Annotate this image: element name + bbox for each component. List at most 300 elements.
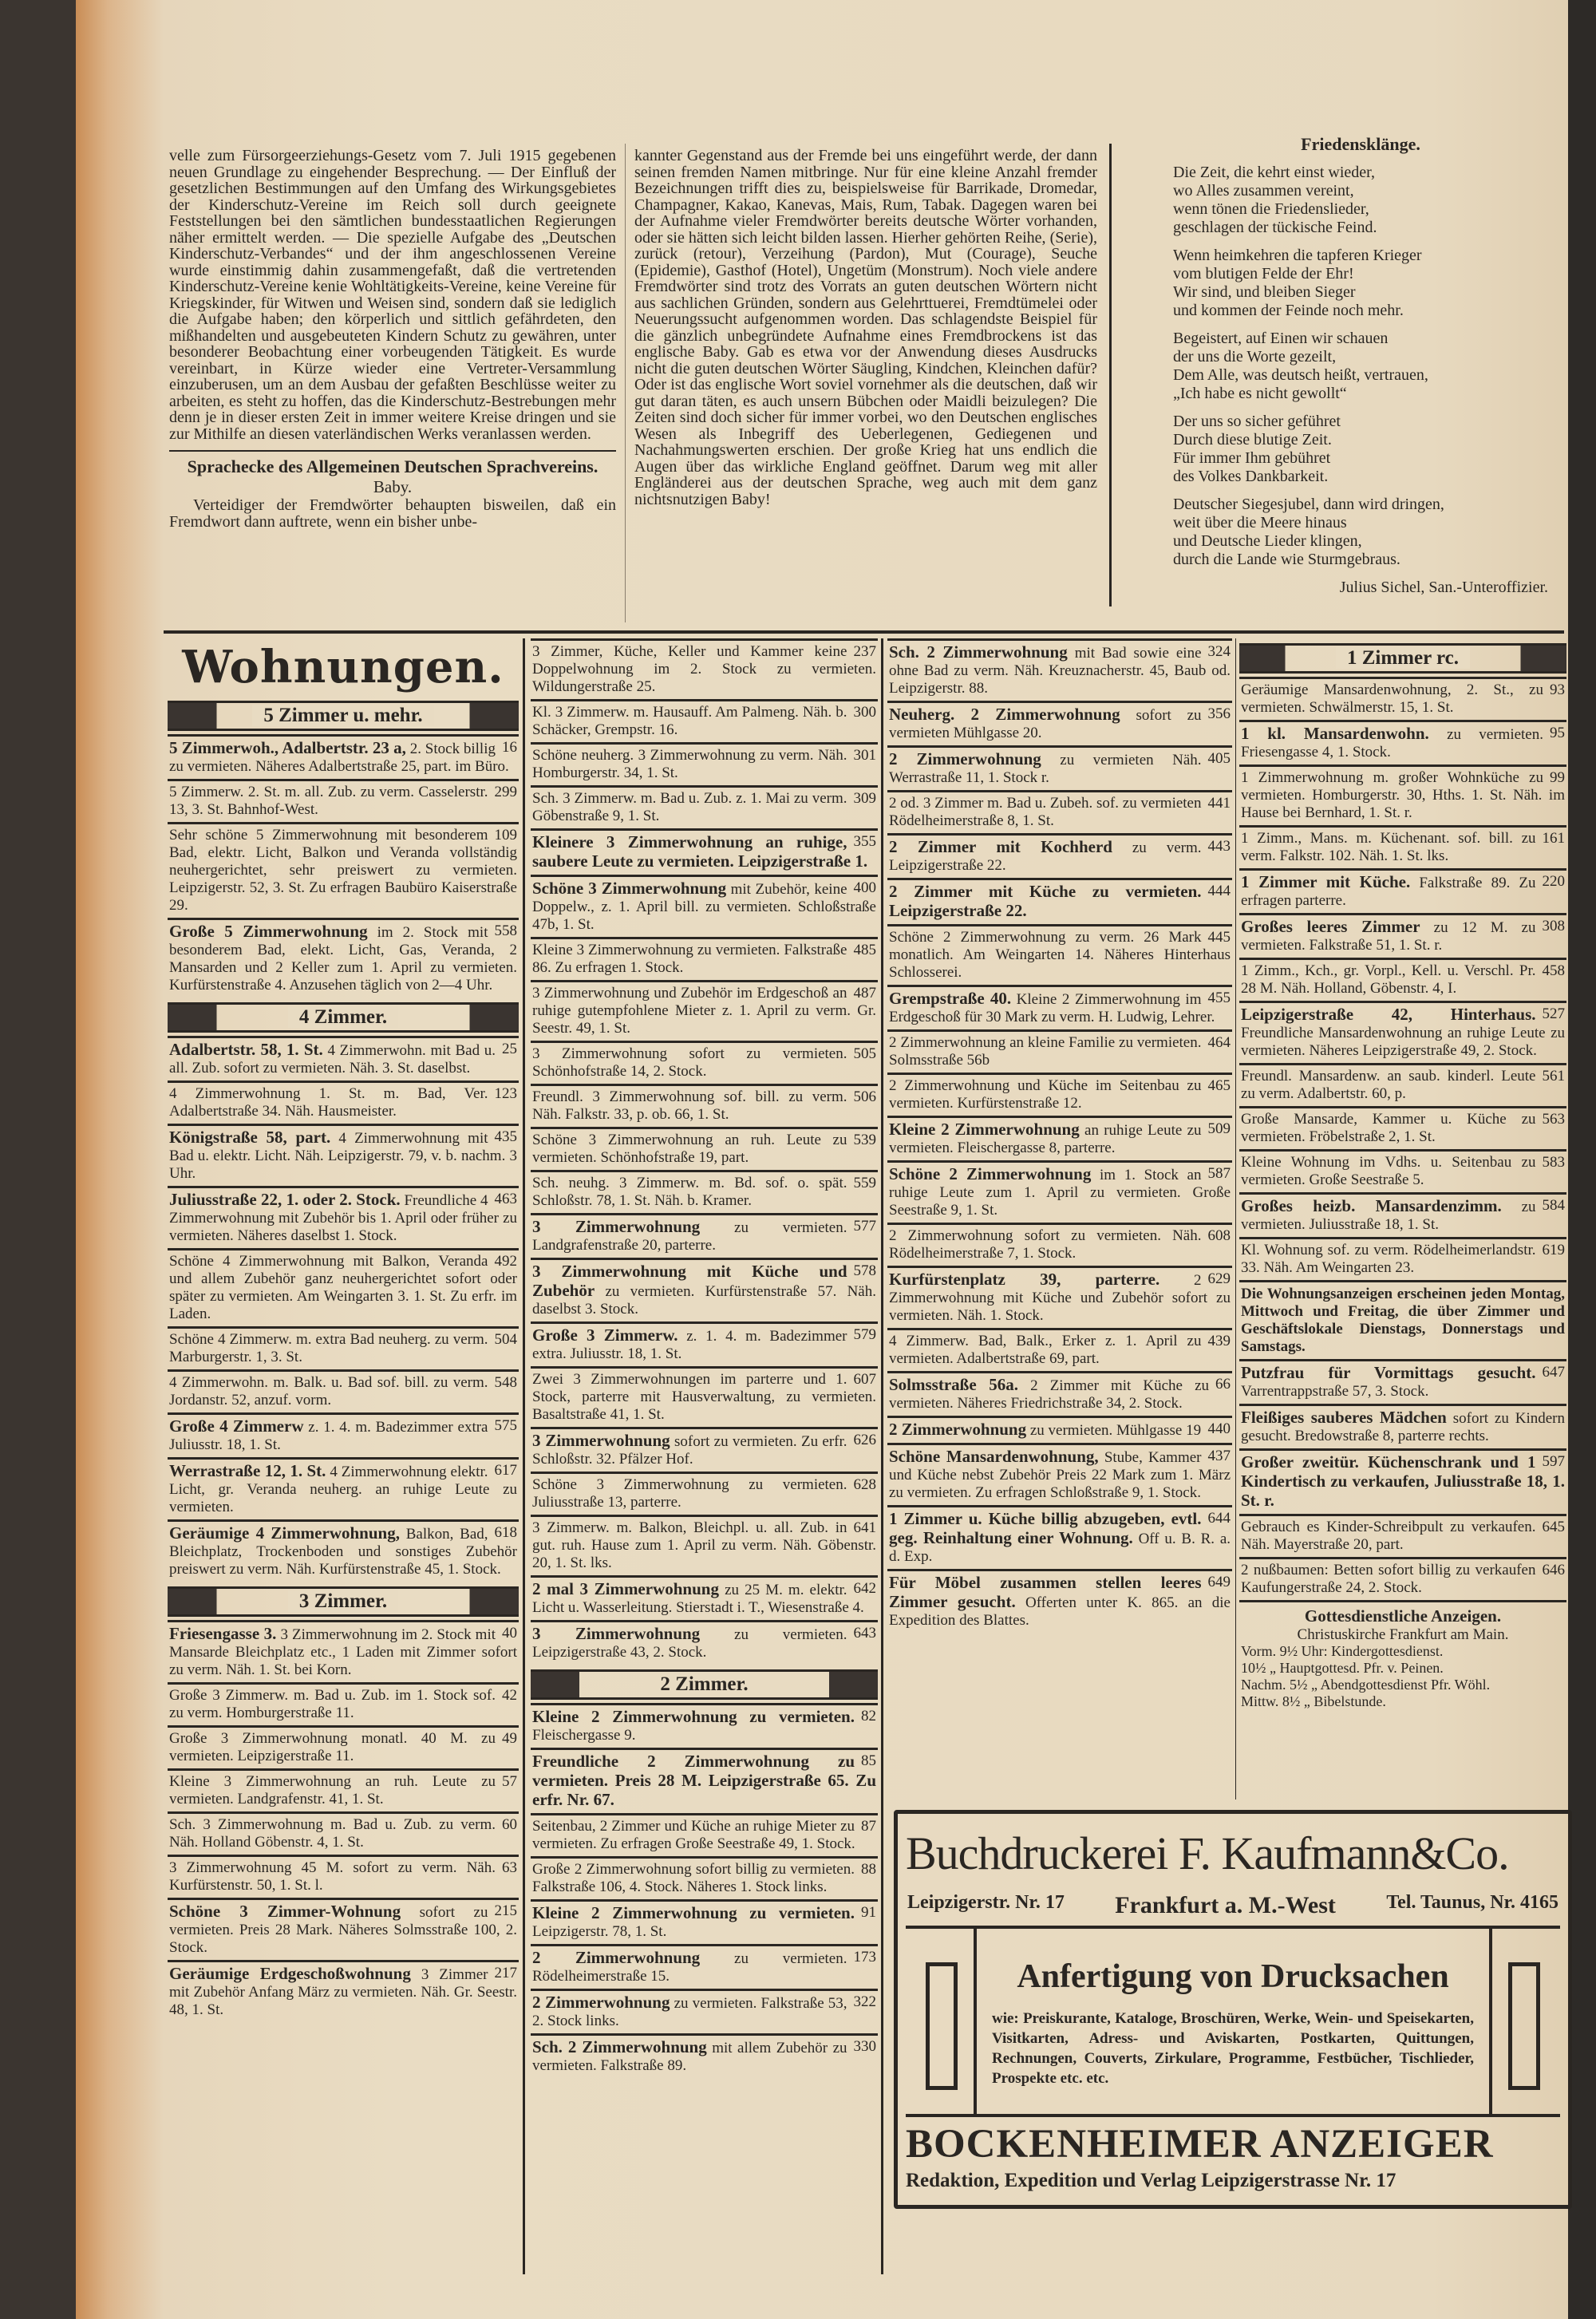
ad-text: 2 Zimmerwohnung mit Küche und Zubehör sofort zu vermieten. Näh. 1. Stock. xyxy=(889,1272,1231,1324)
ad-headline: 1 kl. Mansardenwohn. xyxy=(1241,724,1429,743)
church-line: 10½ „ Hauptgottesd. Pfr. v. Peinen. xyxy=(1241,1660,1444,1676)
classified-ad xyxy=(887,1371,1232,1416)
ad-headline: 1 Zimmer mit Küche. xyxy=(1241,872,1411,891)
classified-ad xyxy=(1239,720,1566,764)
classified-ad xyxy=(168,1412,519,1457)
ad-headline: Schöne 2 Zimmerwohnung xyxy=(889,1164,1092,1183)
ad-number: 509 xyxy=(1207,1120,1231,1137)
poem-line: Wir sind, und bleiben Sieger xyxy=(1173,283,1356,301)
section-header-label: 4 Zimmer. xyxy=(288,1006,398,1028)
church-notices xyxy=(1239,1600,1566,1713)
ad-headline: 2 Zimmerwohnung xyxy=(889,1420,1027,1439)
ad-number: 575 xyxy=(494,1417,517,1434)
classified-ad xyxy=(1239,1149,1566,1192)
ad-headline: Solmsstraße 56a. xyxy=(889,1375,1019,1394)
ad-number: 87 xyxy=(861,1818,876,1835)
ad-text: Große 3 Zimmerwohnung monatl. 40 M. zu vermieten. Leipzigerstraße 11. xyxy=(169,1730,496,1764)
decorative-frame xyxy=(1508,1962,1540,2090)
ad-headline: Grempstraße 40. xyxy=(889,989,1012,1008)
ad-text: Balkon, Bad, Bleichplatz, Trockenboden und sonstiges Zubehör preiswert zu verm. Näh. Kurfürstenstraße 45, 1. Stock. xyxy=(169,1526,517,1578)
ad-text: 1 Zimmerwohnung m. großer Wohnküche zu vermieten. Homburgerstr. 30, Hths. 1. St. Näh. im Hause bei Bernhard, 1. St. r. xyxy=(1241,769,1565,821)
poem-author: Julius Sichel, San.-Unteroffizier. xyxy=(1339,579,1548,596)
ad-text: Kleine Wohnung im Vdhs. u. Seitenbau zu vermieten. Große Seestraße 5. xyxy=(1241,1154,1536,1188)
classified-ad xyxy=(531,1813,878,1856)
article-column-1 xyxy=(169,148,616,530)
poem-line: des Volkes Dankbarkeit. xyxy=(1173,468,1329,485)
ad-number: 173 xyxy=(853,1949,876,1965)
classified-ad xyxy=(168,1248,519,1326)
ad-number: 57 xyxy=(502,1773,517,1790)
ad-headline: Kurfürstenplatz 39, parterre. xyxy=(889,1270,1160,1289)
classified-ad xyxy=(531,638,878,699)
ad-text: 3 Zimmerwohnung und Zubehör im Erdgeschoß an ruhige gutempfohlene Mieter z. 1. April zu verm. Gr. Seestr. 49, 1. St. xyxy=(532,985,876,1037)
classified-ad xyxy=(531,1515,878,1575)
ad-text: 1 Zimm., Kch., gr. Vorpl., Kell. u. Verschl. Pr. 28 M. Näh. Holland, Göbenstr. 4, I. xyxy=(1241,962,1536,997)
classified-ad xyxy=(531,1944,878,1989)
ad-text: Sch. neuhg. 3 Zimmerw. m. Bd. sof. o. spät. Schloßstr. 78, 1. St. Näh. b. Kramer. xyxy=(532,1175,847,1209)
ad-number: 93 xyxy=(1550,681,1565,698)
classified-ad xyxy=(531,1427,878,1472)
classified-ad xyxy=(168,1960,519,2022)
classified-ad xyxy=(531,2033,878,2078)
poem-stanza xyxy=(1173,247,1548,320)
classified-ad xyxy=(168,1725,519,1768)
ad-number: 577 xyxy=(853,1218,876,1235)
ad-headline: Sch. 2 Zimmerwohnung xyxy=(532,2037,707,2056)
ad-number: 558 xyxy=(494,922,517,939)
ad-text: zu vermieten. Rödelheimerstraße 15. xyxy=(532,1950,847,1985)
classified-ad xyxy=(531,1472,878,1515)
ad-text: zu vermieten. Mühlgasse 19 xyxy=(1029,1422,1202,1439)
ad-text: sofort zu Kindern gesucht. Bredowstraße 8, parterre rechts. xyxy=(1241,1410,1565,1444)
ad-number: 308 xyxy=(1542,918,1565,934)
classified-ad xyxy=(168,1080,519,1124)
classified-ad xyxy=(1239,913,1566,958)
classified-ad xyxy=(531,980,878,1041)
church-line: Mittw. 8½ „ Bibelstunde. xyxy=(1241,1693,1386,1709)
classified-ad xyxy=(1239,1514,1566,1557)
sprachecke-title: Sprachecke des Allgemeinen Deutschen Sprachvereins. xyxy=(187,456,598,476)
poem-line: wo Alles zusammen vereint, xyxy=(1173,182,1354,200)
newspaper-name: BOCKENHEIMER ANZEIGER xyxy=(906,2122,1494,2167)
poem-stanza xyxy=(1173,413,1548,486)
classified-ad xyxy=(1239,1404,1566,1448)
ad-text: 2 Zimmerwohnung und Küche im Seitenbau zu vermieten. Kurfürstenstraße 12. xyxy=(889,1077,1202,1112)
ad-headline: Neuherg. 2 Zimmerwohnung xyxy=(889,705,1120,724)
church-title: Gottesdienstliche Anzeigen. xyxy=(1304,1606,1502,1626)
ad-number: 642 xyxy=(853,1580,876,1597)
article-text-2: kannter Gegenstand aus der Fremde bei uns eingeführt werde, der dann seinen fremden Namen mitbringe. Nur für eine kleine Anzahl fremder Bezeichnungen trifft dies zu, beispielsweise für Barrikade, Dromedar, Champagner, Kakao, Kanevas, Mais, Rum, Tabak. Dagegen waren bei der Aufnahme vieler Fremdwörter bereits deutsche Wörter vorhanden, oder sie hätten sich leicht bilden lassen. Hierher gehörten Reihe, (Serie), zurück (retour), Verzeihung (Pardon), Mut (Courage), Seuche (Epidemie), Gasthof (Hotel), Ungetüm (Monstrum). Noch viele andere Fremdwörter sind trotz des Vorrats an guten deutschen Wörtern nicht aus sachlichen Gründen, sondern aus Gelehrttuerei, Fremdtümelei oder Neuerungssucht aufgenommen worden. Das schlagendste Beispiel für die gänzlich unbegründete Aufnahme eines Fremdbrockens ist das englische Baby. Gab es etwa vor der Anwendung dieses Ausdrucks nicht die guten deutschen Wörter Säugling, Kindchen, Kleinchen dafür? Oder ist das englische Wort soviel vornehmer als die deutschen, daß wir gut daran täten, es auch unsern Bübchen oder Maidli beizulegen? Die Zeiten sind doch sicher für immer vorbei, wo den Deutschen englisches Wesen als Inbegriff des Ueberlegenen, Gediegenen und Nachahmungswerten erschien. Der große Krieg hat uns endlich die Augen über das wirkliche England geöffnet. Darum weg mit aller Engländerei aus der deutschen Sprache, weg auch mit dem ganz nichtsnutzigen Baby! xyxy=(634,147,1097,508)
ad-headline: 2 Zimmer mit Küche zu vermieten. Leipzigerstraße 22. xyxy=(889,882,1202,920)
ad-text: zu vermieten. Juliusstraße 18, 1. St. xyxy=(1241,1199,1536,1233)
ad-number: 539 xyxy=(853,1132,876,1148)
ad-number: 563 xyxy=(1542,1111,1565,1128)
poem-line: „Ich habe es nicht gewollt“ xyxy=(1173,385,1347,402)
ad-headline: Große 3 Zimmerw. xyxy=(532,1325,678,1345)
ad-number: 85 xyxy=(861,1752,876,1769)
ad-headline: 3 Zimmerwohnung mit Küche und Zubehör xyxy=(532,1262,847,1300)
ad-headline: Sch. 2 Zimmerwohnung xyxy=(889,642,1068,662)
ad-number: 527 xyxy=(1542,1005,1565,1022)
section-header-label: 5 Zimmer u. mehr. xyxy=(252,705,433,726)
ad-number: 617 xyxy=(494,1462,517,1479)
ad-number: 641 xyxy=(853,1519,876,1536)
ad-text: zu verm. Leipzigerstraße 22. xyxy=(889,840,1202,874)
column-divider xyxy=(523,638,525,2274)
ad-text: sofort zu vermieten. Zu erfr. Schloßstr. 32. Pfälzer Hof. xyxy=(532,1433,847,1468)
classified-ad xyxy=(887,701,1232,745)
ad-headline: Große 4 Zimmerw xyxy=(169,1416,304,1436)
ad-text: Schöne 2 Zimmerwohnung zu verm. 26 Mark monatlich. Am Weingarten 14. Näheres Hinterhaus Schlosserei. xyxy=(889,929,1231,981)
ad-text: Sch. 3 Zimmerw. m. Bad u. Zub. z. 1. Mai zu verm. Göbenstraße 9, 1. St. xyxy=(532,790,847,824)
classified-ad xyxy=(1239,1063,1566,1106)
ad-number: 330 xyxy=(853,2038,876,2055)
classified-ad xyxy=(168,1855,519,1898)
classified-ad xyxy=(168,1124,519,1186)
ad-number: 88 xyxy=(861,1861,876,1878)
ad-number: 646 xyxy=(1542,1562,1565,1578)
classified-ad xyxy=(1239,677,1566,720)
classified-ad xyxy=(887,1160,1232,1223)
ad-headline: Friesengasse 3. xyxy=(169,1624,277,1643)
poem-line: geschlagen der tückische Feind. xyxy=(1173,219,1377,236)
classified-ad xyxy=(1239,764,1566,825)
ad-text: Große 3 Zimmerw. m. Bad u. Zub. im 1. Stock sof. zu verm. Homburgerstraße 11. xyxy=(169,1687,496,1721)
classified-ad xyxy=(887,745,1232,790)
ad-number: 439 xyxy=(1207,1333,1231,1349)
classified-ad xyxy=(531,1899,878,1944)
ad-text: 3 Zimmer, Küche, Keller und Kammer keine Doppelwohnung im 2. Stock zu vermieten. Wildungerstraße 25. xyxy=(532,643,876,695)
classified-ad xyxy=(168,1369,519,1412)
poem-line: Durch diese blutige Zeit. xyxy=(1173,431,1332,448)
ad-number: 444 xyxy=(1207,883,1231,899)
poem-line: und Deutsche Lieder klingen, xyxy=(1173,532,1362,550)
church-subtitle: Christuskirche Frankfurt am Main. xyxy=(1297,1626,1509,1643)
ad-headline: 2 Zimmerwohnung xyxy=(889,749,1041,768)
ad-text: Kl. 3 Zimmerw. m. Hausauff. Am Palmeng. Näh. b. Schäcker, Grempstr. 16. xyxy=(532,704,847,738)
ad-text: Freundl. 3 Zimmerwohnung sof. bill. zu verm. Näh. Falkstr. 33, p. ob. 66, 1. St. xyxy=(532,1088,847,1123)
ad-number: 618 xyxy=(494,1524,517,1541)
ad-text: Kl. Wohnung sof. zu verm. Rödelheimerlandstr. 33. Näh. Am Weingarten 23. xyxy=(1241,1242,1536,1276)
classified-ad xyxy=(1239,1359,1566,1404)
ad-headline: 2 mal 3 Zimmerwohnung xyxy=(532,1579,719,1598)
section-header xyxy=(531,1669,878,1700)
ad-number: 161 xyxy=(1542,830,1565,847)
ad-text: Kleine 2 Zimmerwohnung im Erdgeschoß für 30 Mark zu verm. H. Ludwig, Lehrer. xyxy=(889,991,1215,1025)
classified-ad xyxy=(168,1768,519,1811)
ad-number: 63 xyxy=(502,1859,517,1876)
classified-ad xyxy=(168,1682,519,1725)
divider xyxy=(1489,1929,1492,2114)
ad-number: 215 xyxy=(494,1902,517,1919)
classified-ad xyxy=(1239,825,1566,868)
ad-number: 40 xyxy=(502,1625,517,1641)
ad-text: Geräumige Mansardenwohnung, 2. St., zu vermieten. Schwälmerstr. 15, 1. St. xyxy=(1241,681,1543,716)
printer-city: Frankfurt a. M.-West xyxy=(1115,1892,1336,1918)
divider xyxy=(974,1929,977,2114)
ad-text: zu vermieten Näh. Werrastraße 11, 1. Stock r. xyxy=(889,752,1202,786)
ad-number: 505 xyxy=(853,1045,876,1062)
ad-text: 4 Zimmerwohn. mit Bad u. all. Zub. sofort zu vermieten. Näh. 3. St. daselbst. xyxy=(169,1042,496,1077)
section-header-label: 3 Zimmer. xyxy=(288,1590,398,1612)
ad-headline: Werrastraße 12, 1. St. xyxy=(169,1461,326,1480)
printer-address: Leipzigerstr. Nr. 17 xyxy=(907,1892,1065,1913)
classified-ad xyxy=(531,1703,878,1748)
ad-number: 583 xyxy=(1542,1154,1565,1171)
ad-number: 607 xyxy=(853,1371,876,1388)
classified-ad xyxy=(168,1036,519,1080)
church-line: Vorm. 9½ Uhr: Kindergottesdienst. xyxy=(1241,1643,1444,1659)
poem-line: Dem Alle, was deutsch heißt, vertrauen, xyxy=(1173,366,1428,384)
ad-text: 3 Zimmerwohnung im 2. Stock mit Mansarde Bleichplatz etc., 1 Laden mit Zimmer sofort zu verm. Näh. 1. St. bei Korn. xyxy=(169,1626,517,1678)
poem-stanza xyxy=(1173,330,1548,403)
ad-text: Schöne 4 Zimmerwohnung mit Balkon, Veranda und allem Zubehör ganz neuhergerichtet sofort oder später zu vermieten. Am Weingarten 3. 1. St. Zu erfr. im Laden. xyxy=(169,1253,517,1322)
ad-headline: 3 Zimmerwohnung xyxy=(532,1624,701,1643)
ad-text: 1 Zimm., Mans. m. Küchenant. sof. bill. zu verm. Falkstr. 102. Näh. 1. St. lks. xyxy=(1241,830,1536,864)
classified-ad xyxy=(1239,1192,1566,1237)
ad-number: 626 xyxy=(853,1432,876,1448)
ad-headline: Leipzigerstraße 42, Hinterhaus. xyxy=(1241,1005,1536,1024)
ad-text: im 2. Stock mit besonderem Bad, elekt. Licht, Gas, Veranda, 2 Mansarden und 2 Keller zum 1. April zu vermieten. Kurfürstenstraße 4. Anzusehen täglich von 2—4 Uhr. xyxy=(169,924,517,994)
ad-number: 506 xyxy=(853,1088,876,1105)
ad-text: Leipzigerstr. 78, 1. St. xyxy=(532,1923,667,1940)
ad-number: 49 xyxy=(502,1730,517,1747)
ad-text: Kleine 3 Zimmerwohnung zu vermieten. Falkstraße 86. Zu erfragen 1. Stock. xyxy=(532,942,847,976)
section-header xyxy=(1239,643,1566,674)
ad-headline: Fleißiges sauberes Mädchen xyxy=(1241,1408,1447,1427)
section-header xyxy=(168,1002,519,1033)
ad-number: 301 xyxy=(853,747,876,764)
ad-number: 82 xyxy=(861,1708,876,1724)
ad-text: Freundliche 4 Zimmerwohnung mit Zubehör bis 1. April oder früher zu vermieten. Näheres daselbst 1. Stock. xyxy=(169,1192,517,1244)
column-divider xyxy=(1109,144,1112,606)
ad-number: 405 xyxy=(1207,750,1231,767)
ad-text: Sch. 3 Zimmerwohnung m. Bad u. Zub. zu verm. Näh. Holland Göbenstr. 4, 1. St. xyxy=(169,1816,496,1851)
column-divider xyxy=(1235,638,1236,1799)
classified-ad xyxy=(168,1898,519,1960)
classified-ad xyxy=(168,1519,519,1582)
ad-number: 579 xyxy=(853,1326,876,1343)
ad-headline: Schöne 3 Zimmerwohnung xyxy=(532,879,727,898)
ad-number: 608 xyxy=(1207,1227,1231,1244)
ad-number: 237 xyxy=(853,643,876,660)
ad-headline: 2 Zimmerwohnung xyxy=(532,1948,701,1967)
ad-number: 437 xyxy=(1207,1448,1231,1464)
classifieds-title: Wohnungen. xyxy=(182,641,504,693)
classified-ad xyxy=(887,1569,1232,1633)
ad-text: zu vermieten. Falkstraße 53, 2. Stock links. xyxy=(532,1995,847,2029)
classified-ad xyxy=(887,985,1232,1029)
ad-text: 5 Zimmerw. 2. St. m. all. Zub. zu verm. Casselerstr. 13, 3. St. Bahnhof-West. xyxy=(169,784,488,818)
ad-text: sofort zu vermieten Mühlgasse 20. xyxy=(889,707,1202,741)
classified-ad xyxy=(1239,1001,1566,1063)
ad-headline: Kleine 2 Zimmerwohnung zu vermieten. xyxy=(532,1903,855,1922)
section-header-label: 1 Zimmer rc. xyxy=(1336,647,1470,669)
ad-number: 559 xyxy=(853,1175,876,1191)
ad-number: 629 xyxy=(1207,1270,1231,1287)
classified-ad xyxy=(887,878,1232,924)
ad-headline: 3 Zimmerwohnung xyxy=(532,1431,670,1450)
printer-contact xyxy=(907,1892,1558,1919)
ad-number: 647 xyxy=(1542,1364,1565,1381)
ad-text: 2 Zimmerwohnung sofort zu vermieten. Näh. Rödelheimerstraße 7, 1. Stock. xyxy=(889,1227,1202,1262)
ad-number: 324 xyxy=(1207,643,1231,660)
ad-text: Varrentrappstraße 57, 3. Stock. xyxy=(1241,1383,1429,1400)
poem-stanzas xyxy=(1173,164,1548,569)
ad-number: 464 xyxy=(1207,1034,1231,1051)
ad-number: 584 xyxy=(1542,1197,1565,1214)
ad-headline: Kleinere 3 Zimmerwohnung an ruhige, saubere Leute zu vermieten. Leipzigerstraße 1. xyxy=(532,832,868,871)
ad-number: 458 xyxy=(1542,962,1565,979)
ad-number: 504 xyxy=(494,1331,517,1348)
classified-ad xyxy=(531,875,878,937)
ad-headline: Adalbertstr. 58, 1. St. xyxy=(169,1040,323,1059)
church-line: Nachm. 5½ „ Abendgottesdienst Pfr. Wöhl. xyxy=(1241,1677,1491,1693)
classified-ad xyxy=(887,1073,1232,1116)
classified-ad xyxy=(168,779,519,822)
classified-ad xyxy=(1239,1106,1566,1149)
section-rule xyxy=(164,630,1564,634)
ad-text: zu vermieten. Leipzigerstraße 43, 2. Stock. xyxy=(532,1626,847,1661)
classified-ad xyxy=(887,833,1232,878)
classified-ad xyxy=(531,1258,878,1321)
ad-number: 465 xyxy=(1207,1077,1231,1094)
ad-headline: Großer zweitür. Küchenschrank und 1 Kindertisch zu verkaufen, Juliusstraße 18, 1. St. r. xyxy=(1241,1452,1565,1510)
ad-text: 4 Zimmerwohnung mit Bad u. elektr. Licht. Näh. Leipzigerstr. 79, v. b. nachm. 3 Uhr. xyxy=(169,1130,517,1182)
ad-headline: Juliusstraße 22, 1. oder 2. Stock. xyxy=(169,1190,401,1209)
classified-ad xyxy=(1239,1237,1566,1280)
ad-number: 355 xyxy=(853,833,876,850)
classified-ad xyxy=(887,1266,1232,1328)
ad-text: zu vermieten. Friesengasse 4, 1. Stock. xyxy=(1241,726,1543,760)
ad-text: Stube, Kammer und Küche nebst Zubehör Preis 22 Mark zum 1. März zu vermieten. Zu erfragen Schloßstraße 9, 1. Stock. xyxy=(889,1449,1231,1501)
classified-ad xyxy=(531,699,878,742)
ad-text: Fleischergasse 9. xyxy=(532,1727,636,1744)
ad-number: 99 xyxy=(1550,769,1565,786)
ad-number: 42 xyxy=(502,1687,517,1704)
classified-ad xyxy=(531,1856,878,1899)
poem-line: Der uns so sicher geführet xyxy=(1173,413,1341,430)
poem-line: vom blutigen Felde der Ehr! xyxy=(1173,265,1354,282)
classified-ad xyxy=(168,1186,519,1248)
ad-headline: Großes leeres Zimmer xyxy=(1241,917,1420,936)
article-column-2 xyxy=(634,148,1097,508)
ads-column-4 xyxy=(1239,638,1566,1713)
ad-text: zu 25 M. m. elektr. Licht u. Wasserleitung. Stierstadt i. T., Wiesenstraße 4. xyxy=(532,1582,864,1616)
section-header xyxy=(168,1586,519,1617)
classified-ad xyxy=(531,1170,878,1213)
ad-text: mit Zubehör, keine Doppelw., z. 1. April bill. zu vermieten. Schloßstraße 47b, 1. St. xyxy=(532,881,876,933)
classified-ad xyxy=(1239,1557,1566,1600)
ad-headline: Schöne 3 Zimmer-Wohnung xyxy=(169,1902,401,1921)
classified-ad xyxy=(531,785,878,828)
poem-line: weit über die Meere hinaus xyxy=(1173,514,1347,531)
ad-text: Schöne 3 Zimmerwohnung an ruh. Leute zu vermieten. Schönhofstraße 19, part. xyxy=(532,1132,847,1166)
ad-text: zu 12 M. zu vermieten. Falkstraße 51, 1. St. r. xyxy=(1241,919,1536,954)
ad-text: Kleine 3 Zimmerwohnung an ruh. Leute zu vermieten. Landgrafenstr. 41, 1. St. xyxy=(169,1773,496,1807)
ad-text: 4 Zimmerw. Bad, Balk., Erker z. 1. April zu vermieten. Adalbertstraße 69, part. xyxy=(889,1333,1202,1367)
classified-ad xyxy=(887,638,1232,701)
printer-phone: Tel. Taunus, Nr. 4165 xyxy=(1386,1892,1558,1913)
ad-number: 445 xyxy=(1207,929,1231,946)
poem-line: durch die Lande wie Sturmgebraus. xyxy=(1173,551,1400,568)
ad-number: 322 xyxy=(853,1993,876,2010)
poem-line: Die Zeit, die kehrt einst wieder, xyxy=(1173,164,1375,181)
ad-text: 3 Zimmerw. m. Balkon, Bleichpl. u. all. Zub. in gut. ruh. Hause zum 1. April zu verm. Näh. Göbenstr. 20, 1. St. lks. xyxy=(532,1519,876,1571)
ad-text: mit Bad sowie eine ohne Bad zu verm. Näh. Kreuznacherstr. 45, Baub od. Leipzigerstr. 88. xyxy=(889,645,1231,697)
ad-number: 25 xyxy=(502,1041,517,1057)
ad-headline: Große 5 Zimmerwohnung xyxy=(169,922,368,941)
ad-text: Freundliche Mansardenwohnung an ruhige Leute zu vermieten. Näheres Leipzigerstraße 49, 2. Stock. xyxy=(1241,1025,1565,1059)
ad-text: 2 od. 3 Zimmer m. Bad u. Zubeh. sof. zu vermieten Rödelheimerstraße 8, 1. St. xyxy=(889,795,1202,829)
ad-number: 309 xyxy=(853,790,876,807)
classified-ad xyxy=(168,1457,519,1519)
ad-text: Schöne 3 Zimmerwohnung zu vermieten. Juliusstraße 13, parterre. xyxy=(532,1476,847,1511)
classified-ad xyxy=(168,918,519,998)
classified-ad xyxy=(168,1326,519,1369)
ad-headline: Kleine 2 Zimmerwohnung zu vermieten. xyxy=(532,1707,855,1726)
ad-number: 487 xyxy=(853,985,876,1001)
ad-number: 435 xyxy=(494,1128,517,1145)
article-text-1: velle zum Fürsorgeerziehungs-Gesetz vom 7. Juli 1915 gegebenen neuen Grundlage zu eingehender Besprechung. — Der Einfluß der gesetzlichen Bestimmungen auf den Umfang des Wirkungsgebietes der Kinderschutz-Vereine im Reich soll durch geeignete Feststellungen bei den sämtlichen bundesstaatlichen Regierungen näher ermittelt werden. — Die spezielle Aufgabe des „Deutschen Kinderschutz-Verbandes“ und der ihm angeschlossenen Vereine wurde einstimmig dahin zusammengefaßt, daß die vertretenden Kinderschutz-Vereine kenie Wohltätigkeits-Vereine, keine Vereine für Kriegskinder, für Witwen und Weisen sind, sondern daß sie lediglich die Aufgabe haben; den körperlich und sittlich gefährdeten, den mißhandelten und ausgebeuteten Kindern Schutz zu gewähren, unter besonderer Beobachtung einer vorbeugenden Tätigkeit. Es wurde vereinbart, in Kürze wieder eine Vertreter-Versammlung einzuberusen, um an dem Ausbau der gefaßten Beschlüsse weiter zu arbeiten, es steht zu hoffen, das die Kinderschutz-Bestrebungen mehr denn je in dieser ersten Zeit in immer weitere Kreise dringen und sie zur Mithilfe an diesen vaterländischen Werks veranlassen werden. xyxy=(169,147,616,443)
poem-line: Begeistert, auf Einen wir schauen xyxy=(1173,330,1389,347)
classified-ad xyxy=(168,1811,519,1855)
ad-text: 2. Stock billig zu vermieten. Näheres Adalbertstraße 25, part. im Büro. xyxy=(169,741,509,775)
poem xyxy=(1173,134,1548,597)
ad-text: 3 Zimmerwohnung 45 M. sofort zu verm. Näh. Kurfürstenstr. 50, 1. St. l. xyxy=(169,1859,496,1894)
ads-column-2 xyxy=(531,638,878,2078)
classified-ad xyxy=(531,1366,878,1427)
ad-number: 485 xyxy=(853,942,876,958)
ad-number: 597 xyxy=(1542,1453,1565,1470)
ad-number: 91 xyxy=(861,1904,876,1921)
ad-text: Zwei 3 Zimmerwohnungen im parterre und 1. Stock, parterre mit Hausverwaltung, zu vermieten. Basaltstraße 41, 1. St. xyxy=(532,1371,876,1423)
classified-ad xyxy=(1239,1448,1566,1514)
ad-headline: 3 Zimmerwohnung xyxy=(532,1217,701,1236)
ad-number: 66 xyxy=(1215,1376,1231,1393)
services-list: wie: Preiskurante, Kataloge, Broschüren, Werke, Wein- und Speisekarten, Visitkarten, Adress- und Aviskarten, Postkarten, Quittungen, Rechnungen, Couverts, Zirkulare, Programme, Festbücher, Tischlieder, Prospekte etc. etc. xyxy=(992,2010,1474,2087)
classified-ad xyxy=(531,1620,878,1665)
sprachecke-start: Verteidiger der Fremdwörter behaupten bisweilen, daß ein Fremdwort dann auftrete, wenn ein bisher unbe- xyxy=(169,496,616,531)
ad-headline: 2 Zimmerwohnung xyxy=(532,1993,670,2012)
publication-notice: Die Wohnungsanzeigen erscheinen jeden Montag, Mittwoch und Freitag, die über Zimmer und Geschäftslokale Dienstags, Donnerstags und Samstags. xyxy=(1239,1280,1566,1359)
classified-ad xyxy=(887,1223,1232,1266)
ad-number: 463 xyxy=(494,1191,517,1207)
classified-ad xyxy=(1239,868,1566,913)
ad-headline: 2 Zimmer mit Kochherd xyxy=(889,837,1112,856)
ad-headline: 1 Zimmer u. Küche billig abzugeben, evtl. geg. Reinhaltung einer Wohnung. xyxy=(889,1509,1202,1547)
poem-line: Für immer Ihm gebühret xyxy=(1173,449,1331,467)
classified-ad xyxy=(887,1443,1232,1505)
printing-services-box xyxy=(906,1926,1560,2117)
ad-number: 587 xyxy=(1207,1165,1231,1182)
ad-number: 644 xyxy=(1207,1510,1231,1527)
ad-text: Schöne neuherg. 3 Zimmerwohnung zu verm. Näh. Homburgerstr. 34, 1. St. xyxy=(532,747,847,781)
ad-number: 649 xyxy=(1207,1574,1231,1590)
ad-text: z. 1. 4. m. Badezimmer extra. Juliusstr. 18, 1. St. xyxy=(532,1328,847,1362)
ad-number: 440 xyxy=(1207,1420,1231,1437)
classified-ad xyxy=(531,1084,878,1127)
printing-advertisement xyxy=(894,1810,1572,2209)
poem-stanza xyxy=(1173,496,1548,569)
poem-stanza xyxy=(1173,164,1548,237)
poem-line: Wenn heimkehren die tapferen Krieger xyxy=(1173,247,1422,264)
classified-ad xyxy=(1239,958,1566,1001)
classified-ad xyxy=(887,790,1232,833)
classified-ad xyxy=(168,1620,519,1682)
classified-ad xyxy=(887,1505,1232,1569)
ad-headline: Kleine 2 Zimmerwohnung xyxy=(889,1120,1080,1139)
